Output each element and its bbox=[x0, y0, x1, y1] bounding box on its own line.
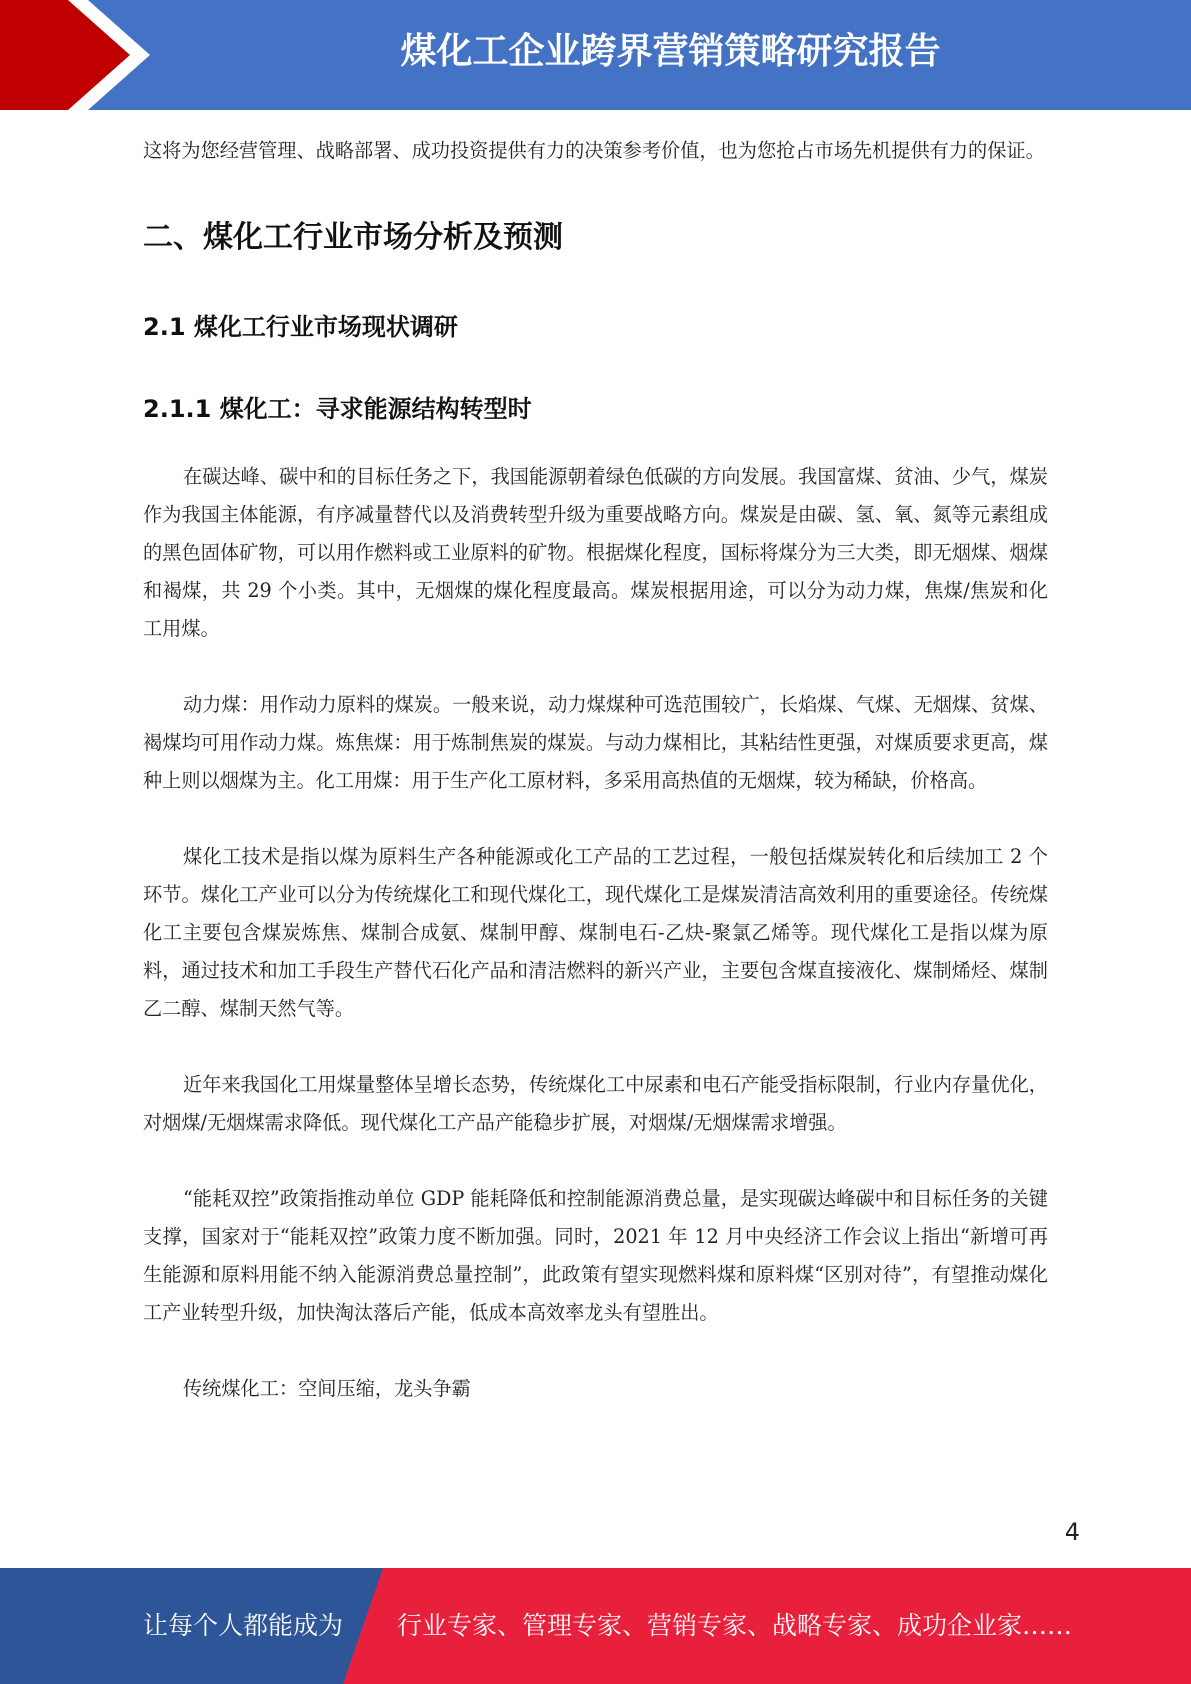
body-paragraph: 在碳达峰、碳中和的目标任务之下，我国能源朝着绿色低碳的方向发展。我国富煤、贫油、少气，煤炭作为我国主体能源，有序减量替代以及消费转型升级为重要战略方向。煤炭是由碳、氢、氧、氮等元素组成的黑色固体矿物，可以用作燃料或工业原料的矿物。根据煤化程度，国标将煤分为三大类，即无烟煤、烟煤和褐煤，共 29 个小类。其中，无烟煤的煤化程度最高。煤炭根据用途，可以分为动力煤，焦煤/焦炭和化工用煤。 bbox=[143, 465, 1048, 640]
footer-slogan-right: 行业专家、管理专家、营销专家、战略专家、成功企业家…… bbox=[397, 1611, 1073, 1640]
document-body bbox=[143, 132, 1048, 1408]
section-heading: 二、煤化工行业市场分析及预测 bbox=[143, 220, 563, 255]
body-paragraph: 近年来我国化工用煤量整体呈增长态势，传统煤化工中尿素和电石产能受指标限制，行业内存量优化，对烟煤/无烟煤需求降低。现代煤化工产品产能稳步扩展，对烟煤/无烟煤需求增强。 bbox=[143, 1073, 1048, 1134]
page-number: 4 bbox=[1064, 1518, 1080, 1546]
footer-slogan-left: 让每个人都能成为 bbox=[143, 1611, 344, 1640]
page-header bbox=[0, 0, 1191, 110]
subsection-heading: 2.1 煤化工行业市场现状调研 bbox=[143, 313, 458, 341]
header-title: 煤化工企业跨界营销策略研究报告 bbox=[400, 31, 941, 72]
body-paragraph: 传统煤化工：空间压缩，龙头争霸 bbox=[183, 1377, 471, 1400]
subsubsection-heading: 2.1.1 煤化工：寻求能源结构转型时 bbox=[143, 395, 532, 423]
body-paragraph: 动力煤：用作动力原料的煤炭。一般来说，动力煤煤种可选范围较广，长焰煤、气煤、无烟煤、贫煤、褐煤均可用作动力煤。炼焦煤：用于炼制焦炭的煤炭。与动力煤相比，其粘结性更强，对煤质要求更高，煤种上则以烟煤为主。化工用煤：用于生产化工原材料，多采用高热值的无烟煤，较为稀缺，价格高。 bbox=[143, 693, 1048, 792]
intro-paragraph: 这将为您经营管理、战略部署、成功投资提供有力的决策参考价值，也为您抢占市场先机提供有力的保证。 bbox=[143, 139, 1045, 162]
page-footer bbox=[0, 1568, 1191, 1684]
body-paragraph: 煤化工技术是指以煤为原料生产各种能源或化工产品的工艺过程，一般包括煤炭转化和后续加工 2 个环节。煤化工产业可以分为传统煤化工和现代煤化工，现代煤化工是煤炭清洁高效利用的重要途径。传统煤化工主要包含煤炭炼焦、煤制合成氨、煤制甲醇、煤制电石-乙炔-聚氯乙烯等。现代煤化工是指以煤为原料，通过技术和加工手段生产替代石化产品和清洁燃料的新兴产业，主要包含煤直接液化、煤制烯烃、煤制乙二醇、煤制天然气等。 bbox=[143, 845, 1048, 1020]
body-paragraph: “能耗双控”政策指推动单位 GDP 能耗降低和控制能源消费总量，是实现碳达峰碳中和目标任务的关键支撑，国家对于“能耗双控”政策力度不断加强。同时，2021 年 12 月中央经济工作会议上指出“新增可再生能源和原料用能不纳入能源消费总量控制”，此政策有望实现燃料煤和原料煤“区别对待”，有望推动煤化工产业转型升级，加快淘汰落后产能，低成本高效率龙头有望胜出。 bbox=[143, 1187, 1048, 1324]
